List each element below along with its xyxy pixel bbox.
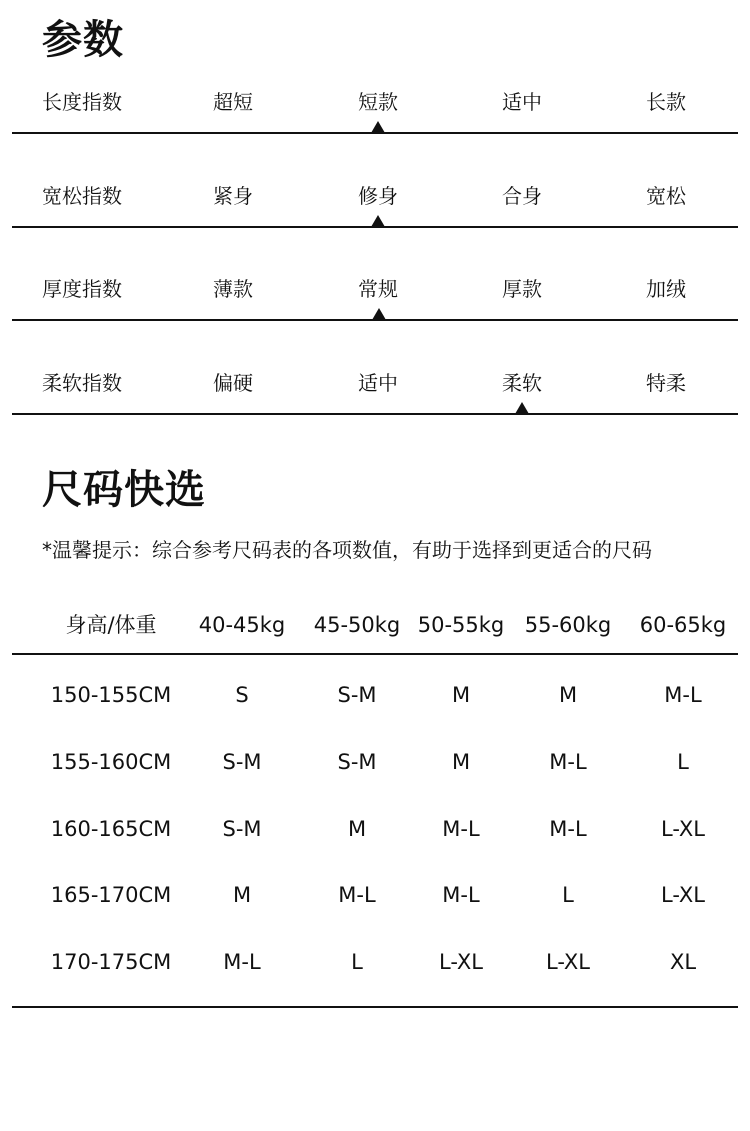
table-bottom-divider xyxy=(12,1006,738,1008)
param-option: 短款 xyxy=(358,90,398,114)
table-cell: M xyxy=(451,750,471,774)
table-cell: M-L xyxy=(442,883,480,907)
table-row xyxy=(0,675,750,715)
table-cell: M-L xyxy=(549,750,587,774)
param-option: 合身 xyxy=(502,184,542,208)
table-divider xyxy=(12,653,738,655)
table-cell: 170-175CM xyxy=(50,950,172,974)
table-cell: L-XL xyxy=(661,817,705,841)
divider xyxy=(12,226,738,228)
param-option: 厚款 xyxy=(502,277,542,301)
size-tip: *温馨提示：综合参考尺码表的各项数值，有助于选择到更适合的尺码 xyxy=(42,538,652,562)
param-row-length xyxy=(0,82,750,122)
table-cell: 150-155CM xyxy=(50,683,172,707)
table-cell: M-L xyxy=(442,817,480,841)
divider xyxy=(12,132,738,134)
table-cell: M-L xyxy=(664,683,702,707)
param-option: 特柔 xyxy=(646,371,686,395)
table-cell: L-XL xyxy=(661,883,705,907)
param-option: 超短 xyxy=(213,90,253,114)
param-option: 加绒 xyxy=(646,277,686,301)
table-cell: L xyxy=(677,750,689,774)
table-cell: S xyxy=(235,683,249,707)
param-option: 适中 xyxy=(358,371,398,395)
table-row xyxy=(0,942,750,982)
param-label: 长度指数 xyxy=(42,90,122,114)
table-row xyxy=(0,742,750,782)
table-cell: XL xyxy=(669,950,697,974)
table-header-cell: 40-45kg xyxy=(198,613,286,637)
table-cell: S-M xyxy=(337,750,377,774)
table-cell: 165-170CM xyxy=(50,883,172,907)
param-label: 厚度指数 xyxy=(42,277,122,301)
param-row-softness xyxy=(0,363,750,403)
param-option: 柔软 xyxy=(502,371,542,395)
table-row xyxy=(0,875,750,915)
table-cell: S-M xyxy=(337,683,377,707)
table-header-cell: 50-55kg xyxy=(417,613,505,637)
param-label: 柔软指数 xyxy=(42,371,122,395)
param-option: 薄款 xyxy=(213,277,253,301)
table-header-cell: 身高/体重 xyxy=(65,613,157,637)
param-option: 常规 xyxy=(358,277,398,301)
table-header-cell: 55-60kg xyxy=(524,613,612,637)
table-cell: 155-160CM xyxy=(50,750,172,774)
table-cell: M xyxy=(558,683,578,707)
table-row xyxy=(0,809,750,849)
table-cell: L-XL xyxy=(439,950,483,974)
table-cell: M-L xyxy=(549,817,587,841)
table-header-row xyxy=(0,605,750,645)
table-cell: L xyxy=(562,883,574,907)
table-cell: M-L xyxy=(223,950,261,974)
param-option: 偏硬 xyxy=(213,371,253,395)
param-row-thickness xyxy=(0,269,750,309)
table-cell: M xyxy=(451,683,471,707)
param-option: 适中 xyxy=(502,90,542,114)
param-label: 宽松指数 xyxy=(42,184,122,208)
divider xyxy=(12,413,738,415)
table-cell: M xyxy=(347,817,367,841)
table-cell: M xyxy=(232,883,252,907)
table-cell: S-M xyxy=(222,750,262,774)
param-row-fit xyxy=(0,176,750,216)
table-cell: M-L xyxy=(338,883,376,907)
param-option: 长款 xyxy=(646,90,686,114)
param-option: 紧身 xyxy=(213,184,253,208)
table-cell: L-XL xyxy=(546,950,590,974)
params-title: 参数 xyxy=(42,17,124,63)
param-option: 修身 xyxy=(358,184,398,208)
table-cell: S-M xyxy=(222,817,262,841)
table-header-cell: 45-50kg xyxy=(313,613,401,637)
divider xyxy=(12,319,738,321)
table-header-cell: 60-65kg xyxy=(639,613,727,637)
table-cell: 160-165CM xyxy=(50,817,172,841)
sizes-title: 尺码快选 xyxy=(42,467,206,513)
param-option: 宽松 xyxy=(646,184,686,208)
table-cell: L xyxy=(351,950,363,974)
